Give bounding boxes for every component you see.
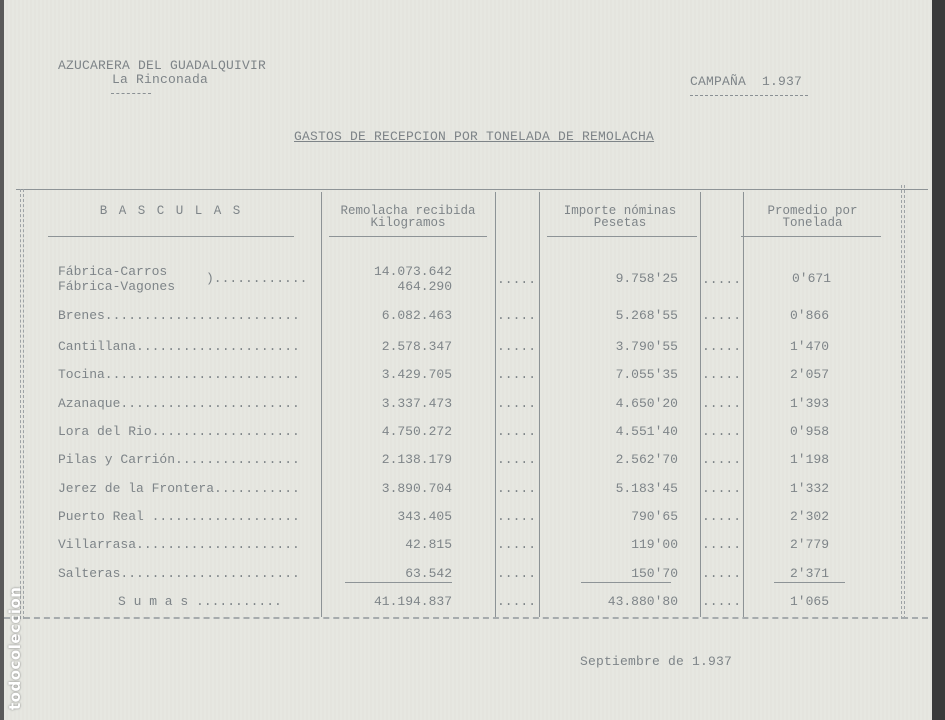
row-kg: 343.405 (397, 509, 452, 524)
row-avg: 0'866 (790, 308, 830, 323)
row-kg-fabrica-vagones: 464.290 (397, 279, 452, 294)
row-kg-fabrica-carros: 14.073.642 (373, 264, 452, 279)
row-avg: 2'302 (790, 509, 830, 524)
leader-dots: ..... (702, 566, 742, 581)
table-row (0, 452, 932, 472)
row-name: Villarrasa..................... (58, 537, 300, 552)
leader-dots: ..... (702, 308, 742, 323)
totals-avg: 1'065 (790, 594, 830, 609)
row-name: Puerto Real ................... (58, 509, 300, 524)
column-header-kg-line1: Remolacha recibida (340, 204, 476, 218)
company-location: La Rinconada (112, 72, 209, 87)
leader-dots: ..... (702, 424, 742, 439)
row-name: Cantillana..................... (58, 339, 300, 354)
document-date: Septiembre de 1.937 (580, 654, 733, 669)
sum-underline-pts (581, 582, 671, 583)
table-row (0, 396, 932, 416)
row-avg: 1'470 (790, 339, 830, 354)
row-name-fabrica-vagones: Fábrica-Vagones (58, 279, 176, 294)
column-header-avg-line2: Tonelada (782, 216, 843, 230)
table-top-border (16, 189, 928, 190)
leader-dots: ..... (702, 396, 742, 411)
row-name: Jerez de la Frontera........... (58, 481, 300, 496)
leader-dots: ..... (702, 481, 742, 496)
company-name: AZUCARERA DEL GUADALQUIVIR (58, 58, 267, 73)
campaign-underline (690, 95, 808, 96)
watermark-text: todocoleccion (6, 586, 24, 710)
leader-dots: ..... (702, 452, 742, 467)
row-name: Salteras....................... (58, 566, 300, 581)
column-header-pts-line2: Pesetas (593, 216, 647, 230)
leader-dots: ..... (497, 424, 537, 439)
row-kg: 3.890.704 (381, 481, 452, 496)
brace-leader: )............ (206, 271, 308, 286)
totals-kg: 41.194.837 (373, 594, 452, 609)
leader-dots: ..... (497, 566, 537, 581)
leader-dots: ..... (702, 537, 742, 552)
totals-label: S u m a s ........... (118, 594, 282, 609)
row-kg: 2.578.347 (381, 339, 452, 354)
row-pts: 3.790'55 (615, 339, 678, 354)
row-kg: 4.750.272 (381, 424, 452, 439)
location-underline (111, 93, 151, 94)
leader-dots: ..... (497, 481, 537, 496)
table-row (0, 308, 932, 328)
row-name: Brenes......................... (58, 308, 300, 323)
row-avg: 1'393 (790, 396, 830, 411)
row-avg: 1'332 (790, 481, 830, 496)
table-row (0, 424, 932, 444)
header-underline-basculas (48, 236, 294, 237)
header-underline-kg (329, 236, 487, 237)
leader-dots: ..... (497, 509, 537, 524)
table-row (0, 537, 932, 557)
row-avg: 1'198 (790, 452, 830, 467)
sum-underline-kg (345, 582, 452, 583)
row-pts: 5.268'55 (615, 308, 678, 323)
leader-dots: ..... (702, 367, 742, 382)
leader-dots: ..... (702, 509, 742, 524)
column-header-kg-line2: Kilogramos (370, 216, 446, 230)
row-kg: 63.542 (405, 566, 452, 581)
header-underline-avg (741, 236, 881, 237)
row-pts: 7.055'35 (615, 367, 678, 382)
row-pts: 790'65 (631, 509, 678, 524)
row-kg: 3.337.473 (381, 396, 452, 411)
column-header-basculas: B A S C U L A S (99, 204, 243, 218)
row-kg: 3.429.705 (381, 367, 452, 382)
row-pts: 9.758'25 (615, 271, 678, 286)
leader-dots: ..... (497, 396, 537, 411)
row-pts: 4.650'20 (615, 396, 678, 411)
column-header-avg-line1: Promedio por (767, 204, 858, 218)
scan-edge-right (932, 0, 945, 720)
leader-dots: ..... (702, 594, 742, 609)
row-name: Lora del Rio................... (58, 424, 300, 439)
table-row (0, 367, 932, 387)
leader-dots: ..... (497, 452, 537, 467)
row-avg: 2'779 (790, 537, 830, 552)
column-header-pts-line1: Importe nóminas (563, 204, 677, 218)
row-pts: 150'70 (631, 566, 678, 581)
totals-row (0, 594, 932, 614)
row-name: Tocina......................... (58, 367, 300, 382)
leader-dots: ..... (702, 272, 742, 287)
row-name: Pilas y Carrión................ (58, 452, 300, 467)
row-pts: 4.551'40 (615, 424, 678, 439)
row-pts: 2.562'70 (615, 452, 678, 467)
row-name-fabrica-carros: Fábrica-Carros (58, 264, 168, 279)
row-name: Azanaque....................... (58, 396, 300, 411)
row-kg: 6.082.463 (381, 308, 452, 323)
leader-dots: ..... (497, 272, 537, 287)
totals-pts: 43.880'80 (607, 594, 678, 609)
table-row (0, 566, 932, 586)
leader-dots: ..... (702, 339, 742, 354)
row-avg: 0'958 (790, 424, 830, 439)
row-kg: 2.138.179 (381, 452, 452, 467)
table-row-fabrica (0, 264, 932, 294)
campaign-label: CAMPAÑA 1.937 (690, 74, 803, 89)
document-title: GASTOS DE RECEPCION POR TONELADA DE REMOLACHA (294, 129, 655, 144)
row-kg: 42.815 (405, 537, 452, 552)
leader-dots: ..... (497, 594, 537, 609)
leader-dots: ..... (497, 308, 537, 323)
table-bottom-border (4, 617, 928, 619)
leader-dots: ..... (497, 537, 537, 552)
row-pts: 5.183'45 (615, 481, 678, 496)
table-row (0, 339, 932, 359)
row-avg: 0'671 (792, 271, 832, 286)
leader-dots: ..... (497, 339, 537, 354)
sum-underline-avg (774, 582, 845, 583)
table-row (0, 481, 932, 501)
row-avg: 2'057 (790, 367, 830, 382)
row-avg: 2'371 (790, 566, 830, 581)
leader-dots: ..... (497, 367, 537, 382)
header-underline-pts (547, 236, 697, 237)
table-row (0, 509, 932, 529)
row-pts: 119'00 (631, 537, 678, 552)
